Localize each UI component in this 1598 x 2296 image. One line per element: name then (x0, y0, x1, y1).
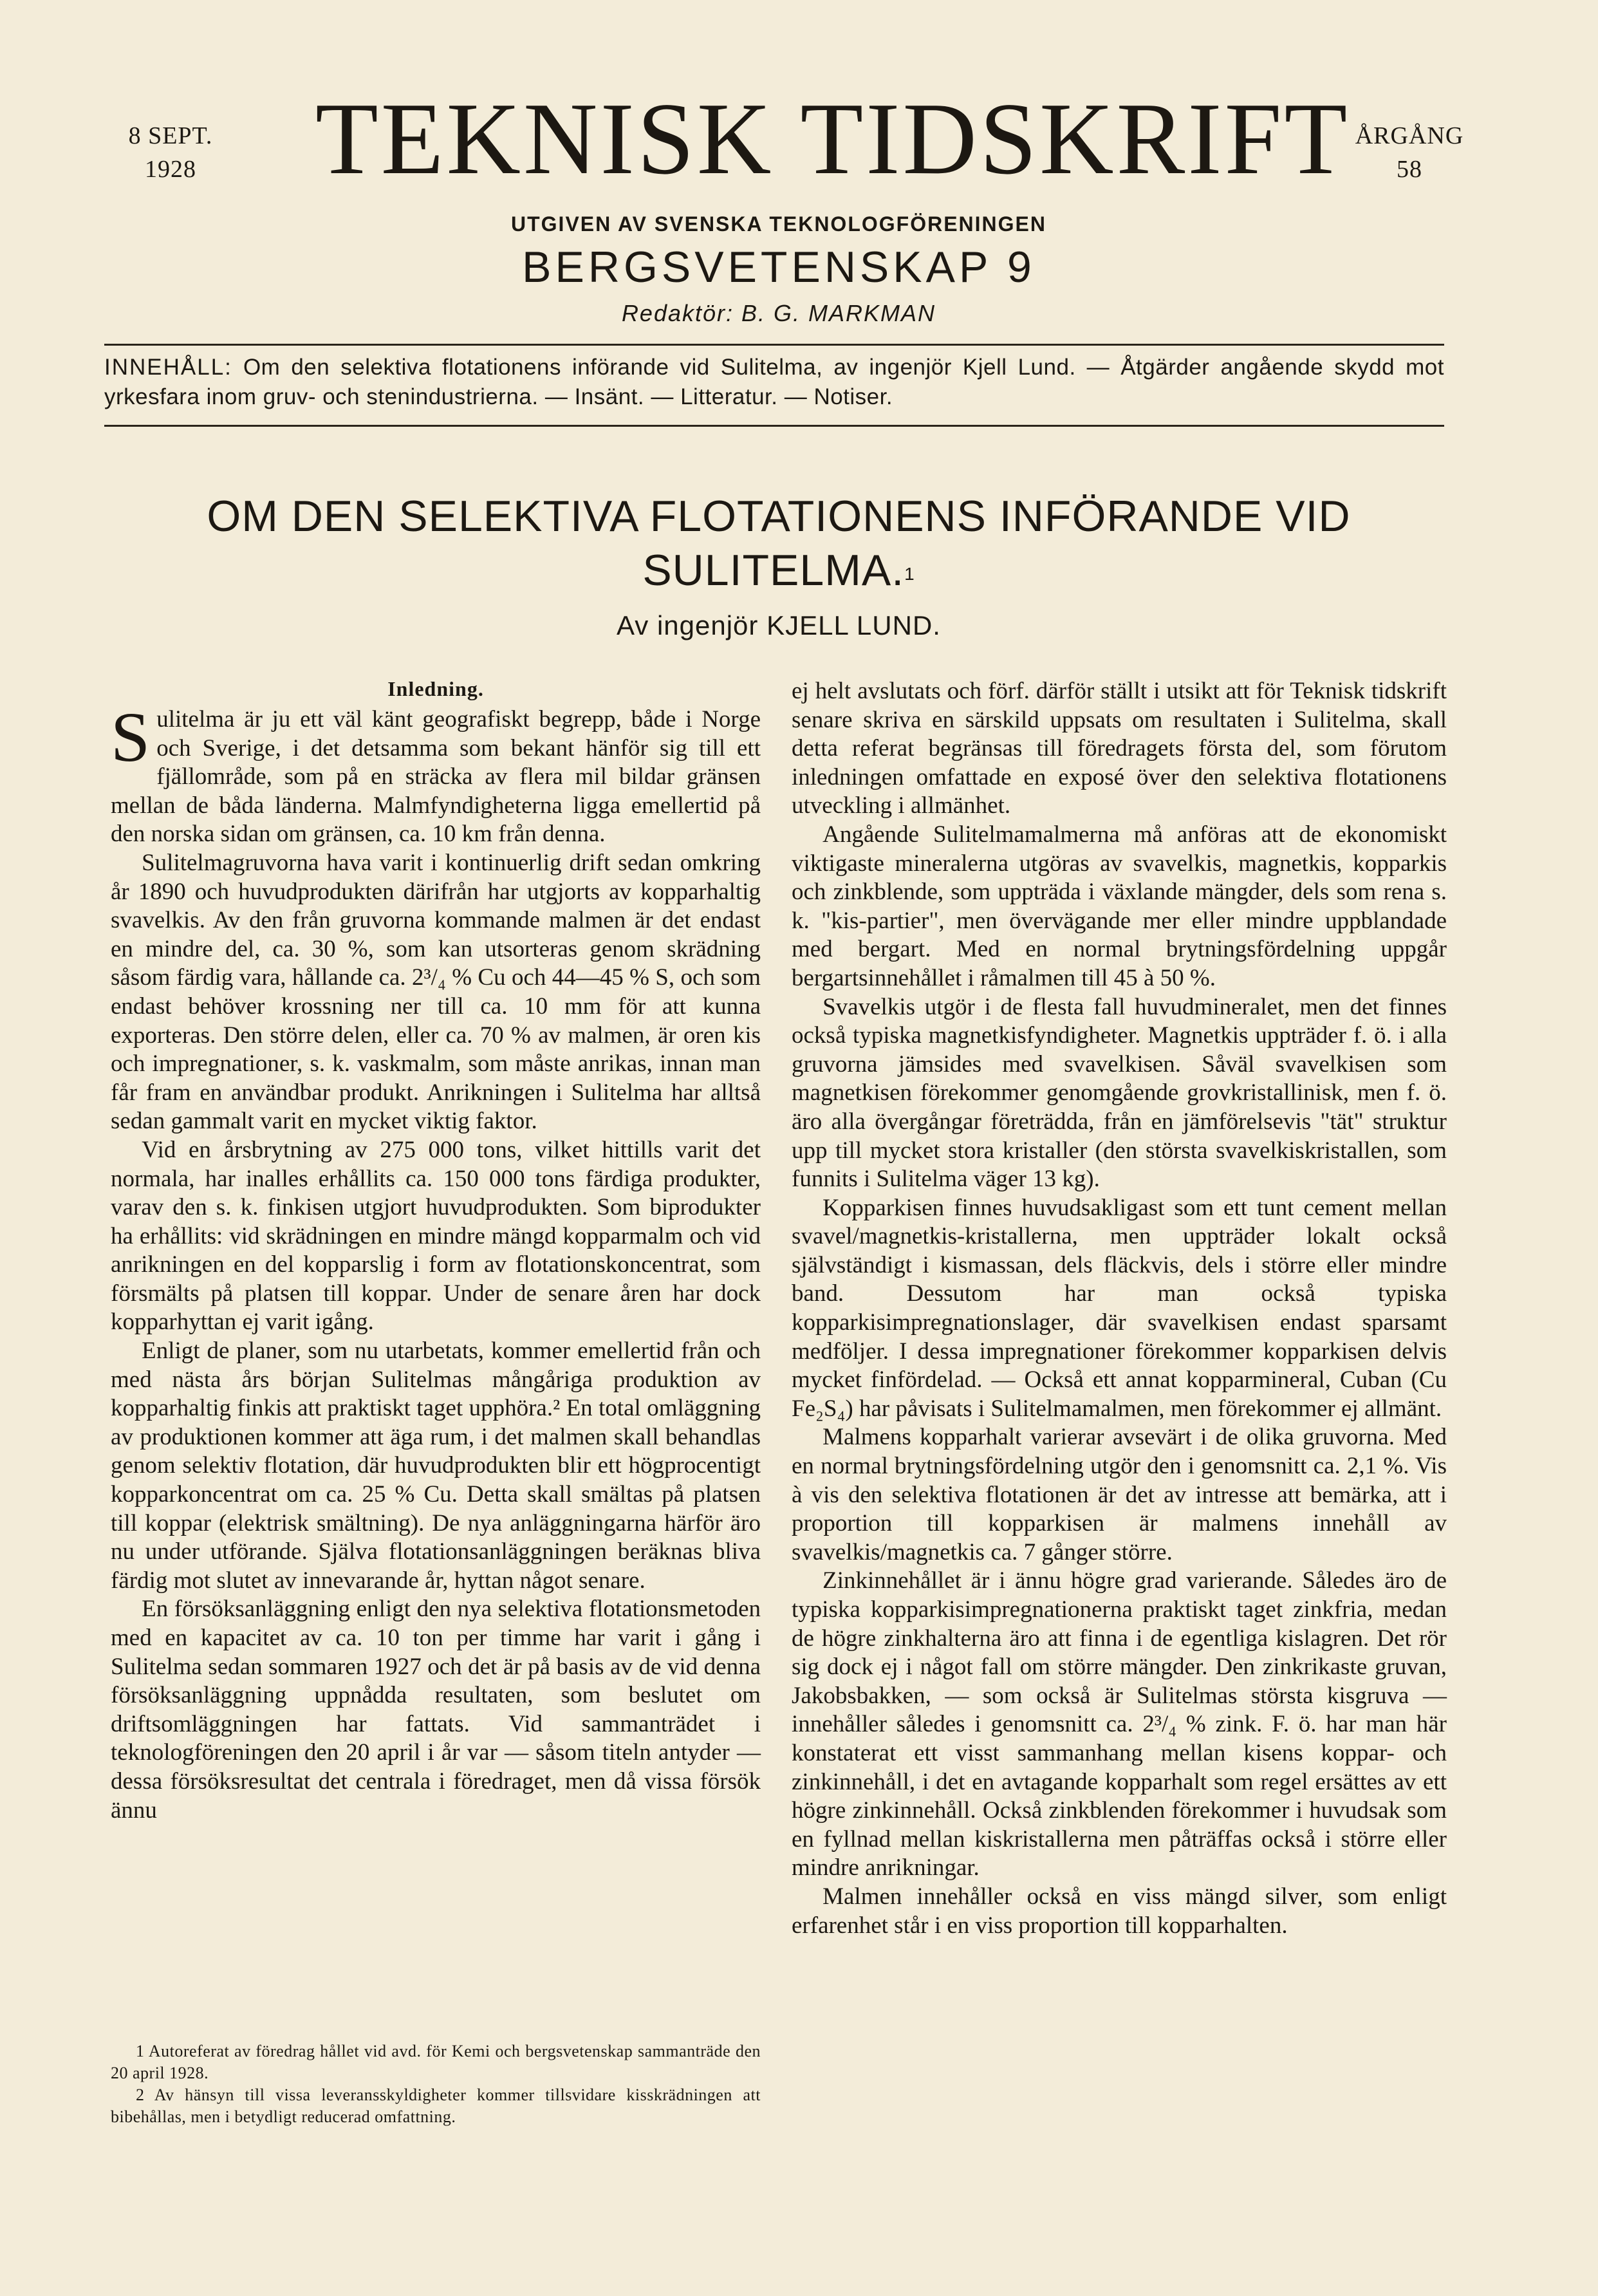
body-paragraph: Angående Sulitelmamalmerna må anföras att de ekonomiskt viktigaste mineralerna utgöras av svavelkis, magnetkis, kopparkis och zinkblende, som uppträda i växlande mängder, dels som rena s. k. "kis-partier", men övervägande mer eller mindre uppblandade med bergart. Med en normal brytningsfördelning uppgår bergartsinnehållet i råmalmen till 45 à 50 %. (792, 821, 1447, 991)
contents-label: INNEHÅLL: (104, 355, 232, 380)
issue-date (106, 119, 235, 186)
contents-text: Om den selektiva flotationens införande vid Sulitelma, av ingenjör Kjell Lund. — Åtgärder angående skydd mot yrkesfara inom gruv- och stenindustrierna. — Insänt. — Litteratur. — Notiser. (104, 355, 1444, 409)
body-paragraph: Malmen innehåller också en viss mängd silver, som enligt erfarenhet står i en viss proportion till kopparhalten. (792, 1883, 1447, 1939)
footnotes (111, 2040, 761, 2128)
article-title-text: OM DEN SELEKTIVA FLOTATIONENS INFÖRANDE VID SULITELMA. (207, 492, 1351, 595)
body-paragraph: Zinkinnehållet är i ännu högre grad varierande. Således äro de typiska kopparkisimpregnationerna praktiskt taget zinkfria, medan de högre zinkhalterna äro att finna i de egentliga kislagren. Det rör sig dock ej i något fall om större mängder. Den zinkrikaste gruvan, Jakobsbakken, — som också är Sulitelmas största kisgruva — innehåller således i genomsnitt ca. 2³/₄ % zink. F. ö. har man här konstaterat ett visst sammanhang mellan kisens koppar- och zinkinnehåll, i det en avtagande kopparhalt som regel ersättes av ett högre zinkinnehåll. Också zinkblenden förekommer i huvudsak som en fyllnad mellan kiskristallerna men påträffas också i större eller mindre anrikningar. (792, 1567, 1447, 1881)
article-title (148, 489, 1409, 597)
left-column (111, 676, 761, 1825)
right-column (792, 677, 1447, 1940)
body-paragraph: Malmens kopparhalt varierar avsevärt i de olika gruvorna. Med en normal brytningsfördelning utgör den i genomsnitt ca. 2,1 %. Vis à vis den selektiva flotationen är det av intresse att bemärka, att i proportion till kopparkisen är malmens innehåll av svavelkis/magnetkis ca. 7 gånger större. (792, 1424, 1447, 1565)
table-of-contents (104, 353, 1444, 412)
body-paragraph: Enligt de planer, som nu utarbetats, kommer emellertid från och med nästa års början Sulitelmas mångåriga produktion av kopparhaltig finkis att praktiskt taget upphöra.² En total omläggning av produktionen kommer att äga rum, i det malmen skall behandlas genom selektiv flotation, där huvudprodukten blir ett högprocentigt kopparkoncentrat om ca. 25 % Cu. Detta skall smältas på platsen till koppar (elektrisk smältning). De nya anläggningarna härför äro nu under utförande. Själva flotationsanläggningen beräknas bliva färdig mot slutet av innevarande år, hyttan något senare. (111, 1338, 761, 1594)
body-paragraph: Sulitelmagruvorna hava varit i kontinuerlig drift sedan omkring år 1890 och huvudprodukten därifrån har utgjorts av kopparhaltig svavelkis. Av den från gruvorna kommande malmen är det endast en mindre del, ca. 30 %, som kan utsorteras genom skrädning såsom färdig vara, hållande ca. 2³/₄ % Cu och 44—45 % S, och som endast behöver krossning ner till ca. 10 mm för att kunna exporteras. Den större delen, eller ca. 70 % av malmen, är oren kis och impregnationer, s. k. vaskmalm, som måste anrikas, innan man får fram en användbar produkt. Anrikningen i Sulitelma har alltså sedan gammalt varit en mycket viktig faktor. (111, 849, 761, 1135)
contents-bottom-rule (104, 425, 1444, 427)
editor-line: Redaktör: B. G. MARKMAN (621, 300, 936, 326)
contents-top-rule (104, 344, 1444, 346)
paragraph-text: ulitelma är ju ett väl känt geografiskt begrepp, både i Norge och Sverige, i det detsamma som bekant hänför sig till ett fjällområde, som på en sträcka av flera mil bildar gränsen mellan de båda länderna. Malmfyndigheterna ligga emellertid på den norska sidan om gränsen, ca. 10 km från denna. (111, 706, 761, 848)
publisher-line: UTGIVEN AV SVENSKA TEKNOLOGFÖRENINGEN (511, 212, 1046, 236)
section-heading: Inledning. (387, 677, 484, 700)
footnote: 2 Av hänsyn till vissa leveransskyldigheter kommer tillsvidare kisskrädningen att bibehållas, men i betydligt reducerad omfattning. (111, 2086, 761, 2126)
body-paragraph: Vid en årsbrytning av 275 000 tons, vilket hittills varit det normala, har inalles erhållits ca. 150 000 tons färdiga produkter, varav den s. k. finkisen utgjort huvudprodukten. Som biprodukter ha erhållits: vid skrädningen en mindre mängd kopparmalm och vid anrikningen en del kopparslig i form av flotationskoncentrat, som försmälts på platsen till koppar. Under de senare åren har dock kopparhyttan ej varit igång. (111, 1136, 761, 1336)
section-title: BERGSVETENSKAP 9 (522, 243, 1036, 292)
issue-date-year: 1928 (145, 156, 196, 183)
title-footnote-mark: 1 (904, 564, 915, 584)
journal-title: TEKNISK TIDSKRIFT (315, 81, 1350, 196)
article-byline: Av ingenjör KJELL LUND. (617, 610, 941, 640)
body-paragraph: En försöksanläggning enligt den nya selektiva flotationsmetoden med en kapacitet av ca. 10 ton per timme har varit i gång i Sulitelma sedan sommaren 1927 och det är på basis av de vid denna försöksanläggning uppnådda resultaten, som beslutet om driftsomläggningen har fattats. Vid sammanträdet i teknologföreningen den 20 april i år var — såsom titeln antyder — dessa försöksresultat det centrala i föredraget, men då vissa försök ännu (111, 1596, 761, 1824)
volume-label: ÅRGÅNG (1355, 122, 1464, 149)
body-paragraph: Kopparkisen finnes huvudsakligast som ett tunt cement mellan svavel/magnetkis-kristallerna, men uppträder lokalt också självständigt i kismassan, dels fläckvis, dels i större eller mindre band. Dessutom har man också typiska kopparkisimpregnationslager, där svavelkisen endast sparsamt medföljer. I dessa impregnationer förekommer kopparkisen delvis mycket finfördelad. — Också ett annat kopparmineral, Cuban (Cu Fe₂S₄) har påvisats i Sulitelmamalmen, men förekommer ej allmänt. (792, 1194, 1447, 1422)
issue-date-day-month: 8 SEPT. (128, 122, 213, 149)
drop-cap: S (111, 698, 151, 776)
volume-info (1339, 119, 1480, 186)
body-paragraph: Svavelkis utgör i de flesta fall huvudmineralet, men det finnes också typiska magnetkisfyndigheter. Magnetkis uppträder f. ö. i alla gruvorna jämsides med svavelkisen. Såväl svavelkisen som magnetkisen förekommer genomgående grovkristallinisk, men f. ö. äro alla övergångar företrädda, från en jämförelsevis "tät" struktur upp till mycket stora kristaller (den största svavelkiskristallen, som funnits i Sulitelma väger 13 kg). (792, 993, 1447, 1193)
volume-number: 58 (1397, 156, 1422, 183)
body-paragraph (111, 698, 761, 849)
footnote: 1 Autoreferat av föredrag hållet vid avd. för Kemi och bergsvetenskap sammanträde den 20 april 1928. (111, 2042, 761, 2082)
body-paragraph: ej helt avslutats och förf. därför ställt i utsikt att för Teknisk tidskrift senare skriva en särskild uppsats om resultaten i Sulitelma, skall detta referat begränsas till föredragets första del, som förutom inledningen omfattade en exposé över den selektiva flotationens utveckling i allmänhet. (792, 678, 1447, 819)
